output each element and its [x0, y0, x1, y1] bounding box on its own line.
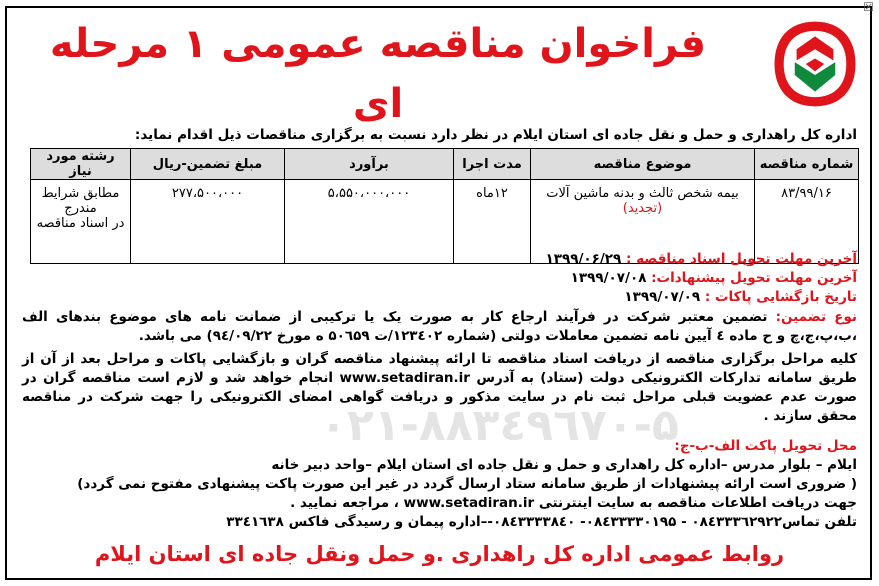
process-text-1: کلیه مراحل برگزاری مناقصه از دریافت اسناد مناقصه تا ارائه پیشنهاد مناقصه گران و بازگشایی پاکات و مراحل بعد از آن از طریق سامانه تدارکات الکترونیکی دولت (ستاد) به آدرس [22, 351, 858, 386]
table-header-row [31, 149, 859, 180]
subject-text: بیمه شخص ثالث و بدنه ماشین آلات [546, 186, 739, 201]
field-line-2: در اسناد مناقصه [36, 216, 125, 231]
info-url-link[interactable]: www.setadiran.ir [403, 495, 535, 511]
col-header-field: رشته مورد نیاز [31, 149, 131, 180]
col-header-guarantee: مبلغ تضمین-ریال [131, 149, 285, 180]
delivery-note: ( ضروری است ارائه پیشنهادات از طریق سامانه ستاد ارسال گردد در غیر این صورت پاکت پیشنهادی مفتوح نمی گردد) [77, 476, 857, 492]
docs-deadline-date: ۱۳۹۹/۰۶/۲۹ [545, 251, 622, 267]
watermark-phone: ۰۲۱-۸۸۳٤۹٦۷۰-۵ [320, 400, 679, 451]
col-header-subject: موضوع مناقصه [531, 149, 755, 180]
info-line [290, 494, 857, 513]
delivery-label-text: محل تحویل پاکت الف-ب-ج: [674, 438, 857, 454]
tender-table [30, 148, 859, 264]
col-header-estimate: برآورد [285, 149, 454, 180]
delivery-label [674, 437, 857, 456]
cell-guarantee: ۲۷۷،۵۰۰،۰۰۰ [131, 180, 285, 264]
bids-deadline-date: ۱۳۹۹/۰۷/۰۸ [570, 270, 647, 286]
cell-estimate: ۵،۵۵۰،۰۰۰،۰۰۰ [285, 180, 454, 264]
docs-deadline [546, 250, 858, 269]
field-line-1: مطابق شرایط مندرج [41, 186, 120, 216]
road-agency-logo-icon [769, 18, 861, 110]
cell-number: ۸۳/۹۹/۱۶ [755, 180, 859, 264]
docs-deadline-label: آخرین مهلت تحویل اسناد مناقصه : [625, 251, 857, 267]
opening-date [624, 288, 857, 307]
guarantee-text: تضمین معتبر شرکت در فرآیند ارجاع کار به صورت یک یا ترکیبی از ضمانت نامه های موضوع بندهای الف ،ب،پ،ج،چ و ح ماده ٤ آیین نامه تضمین معاملات دولتی (شماره ۱۲۳٤۰۲/ت ۵۰٦۵۹ ه مورخ ۹٤/۰۹/۲۲) می باشد. [22, 309, 857, 344]
guarantee-label: نوع تضمین: [775, 309, 857, 325]
contact-line: تلفن تماس۰۸٤۳۳۳٦۲۹۲۲ - ۰۸٤۳۳۳۳۰۱۹۵- ۰۸٤۳۳۳۳۸٤۰-–اداره پیمان و رسیدگی فاکس ۳۳٤۱٦۳۸ [226, 514, 857, 530]
opening-date-value: ۱۳۹۹/۰۷/۰۹ [624, 289, 701, 305]
subject-note: (تجدید) [622, 201, 663, 216]
intro-text: اداره کل راهداری و حمل و نقل جاده ای استان ایلام در نظر دارد نسبت به برگزاری مناقصات ذیل اقدام نماید: [134, 127, 857, 143]
cell-duration: ۱۲ماه [454, 180, 531, 264]
process-text-2: انجام خواهد شد و لازم است مناقصه گران در صورت عدم عضویت قبلی مراحل ثبت نام در سایت مذکور و دریافت گواهی امضای الکترونیکی را جهت شرکت در مناقصه محقق سازند . [22, 370, 857, 424]
footer-signature: روابط عمومی اداره کل راهداری .و حمل ونقل جاده ای استان ایلام [94, 542, 785, 566]
col-header-number: شماره مناقصه [755, 149, 859, 180]
process-paragraph [22, 350, 857, 426]
cell-field [31, 180, 131, 264]
opening-date-label: تاریخ بازگشایی پاکات : [704, 289, 857, 305]
info-text-2: ، مراجعه نمایید . [290, 495, 399, 511]
page-title: فراخوان مناقصه عمومی ۱ مرحله ای [49, 21, 707, 127]
bids-deadline-label: آخرین مهلت تحویل پیشنهادات: [651, 270, 857, 286]
guarantee-paragraph [22, 308, 857, 346]
info-text-1: جهت دریافت اطلاعات مناقصه به سایت اینترنتی [538, 495, 857, 511]
close-icon[interactable]: ☒ [863, 0, 874, 14]
col-header-duration: مدت اجرا [454, 149, 531, 180]
delivery-address: ایلام – بلوار مدرس –اداره کل راهداری و حمل و نقل جاده ای استان ایلام –واحد دبیر خانه [271, 457, 857, 473]
process-url-link[interactable]: www.setadiran.ir [339, 370, 470, 386]
bids-deadline [571, 269, 857, 288]
